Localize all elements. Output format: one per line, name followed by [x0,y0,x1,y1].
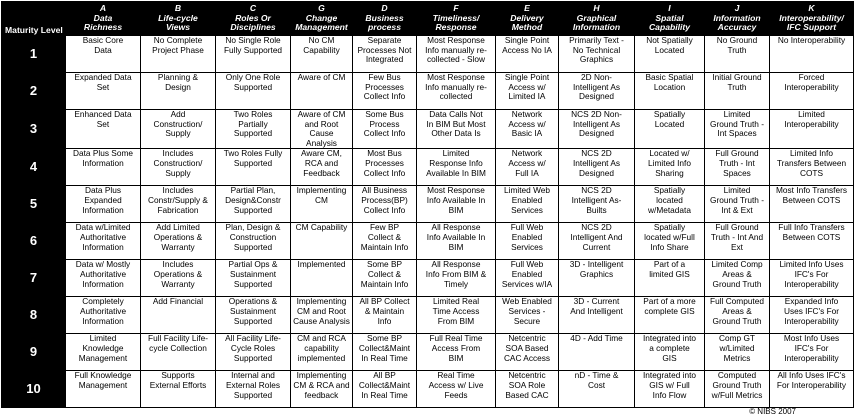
table-cell: Includes Operations & Warranty [141,260,216,297]
table-cell: Spatially located w/Full Info Share [635,223,705,260]
column-header [705,2,770,36]
table-cell: Partial Plan, Design&Constr Supported [216,186,291,223]
table-cell: No Complete Project Phase [141,36,216,73]
table-cell: Forced Interoperability [770,73,854,110]
table-cell: Limited Ground Truth - Int & Ext [705,186,770,223]
column-title: Interoperability/ IFC Support [779,12,844,33]
table-row [2,334,854,371]
table-cell: Limited Comp Areas & Ground Truth [705,260,770,297]
table-cell: Data Plus Some Information [66,149,141,186]
table-cell: All Info Uses IFC's For Interoperability [770,371,854,408]
table-cell: Limited Real Time Access From BIM [417,297,496,334]
table-cell: Comp GT w/Limited Metrics [705,334,770,371]
column-letter: I [668,3,671,14]
table-cell: 3D - Intelligent Graphics [559,260,635,297]
table-cell: Some BP Collect & Maintain Info [353,260,417,297]
table-cell: Add Construction/ Supply [141,110,216,149]
table-cell: Add Financial [141,297,216,334]
table-row [2,36,854,73]
table-cell: nD - Time & Cost [559,371,635,408]
table-cell: All Response Info Available In BIM [417,223,496,260]
table-cell: Netcentric SOA Role Based CAC [496,371,559,408]
table-cell: Data w/Limited Authoritative Information [66,223,141,260]
column-letter: G [318,3,325,14]
table-cell: Includes Constr/Supply & Fabrication [141,186,216,223]
table-cell: Implementing CM [291,186,353,223]
column-header [496,2,559,36]
table-cell: Some Bus Process Collect Info [353,110,417,149]
table-cell: NCS 2D Intelligent And Current [559,223,635,260]
table-cell: Limited Interoperability [770,110,854,149]
table-cell: Aware of CM and Root Cause Analysis [291,110,353,149]
column-letter: H [593,3,600,14]
table-cell: All Business Process(BP) Collect Info [353,186,417,223]
table-cell: Supports External Efforts [141,371,216,408]
table-cell: Full Facility Life- cycle Collection [141,334,216,371]
column-title: Timeliness/ Response [432,12,480,33]
table-cell: Limited Knowledge Management [66,334,141,371]
table-row [2,223,854,260]
table-row [2,260,854,297]
table-row [2,110,854,149]
table-cell: Single Point Access No IA [496,36,559,73]
table-cell: No Ground Truth [705,36,770,73]
table-cell: Full Ground Truth - Int And Ext [705,223,770,260]
table-cell: Few BP Collect & Maintain Info [353,223,417,260]
table-row [2,73,854,110]
column-header [353,2,417,36]
maturity-level-number: 9 [2,334,66,371]
maturity-level-number: 2 [2,73,66,110]
table-cell: Network Access w/ Basic IA [496,110,559,149]
table-cell: Computed Ground Truth w/Full Metrics [705,371,770,408]
table-row [2,297,854,334]
table-cell: Implementing CM and Root Cause Analysis [291,297,353,334]
table-cell: Some BP Collect&Maint In Real Time [353,334,417,371]
table-cell: Network Access w/ Full IA [496,149,559,186]
table-cell: All BP Collect&Maint In Real Time [353,371,417,408]
table-cell: Full Computed Areas & Ground Truth [705,297,770,334]
column-title: Data Richness [83,12,123,33]
table-cell: Part of a more complete GIS [635,297,705,334]
column-title: Roles Or Disciplines [230,12,276,33]
table-cell: Few Bus Processes Collect Info [353,73,417,110]
column-title: Spatial Capability [648,12,691,33]
table-cell: Limited Web Enabled Services [496,186,559,223]
column-header [417,2,496,36]
table-cell: 3D - Current And Intelligent [559,297,635,334]
column-title: Information Accuracy [713,12,761,33]
table-cell: Implemented [291,260,353,297]
table-cell: Full Real Time Access From BIM [417,334,496,371]
table-cell: All Facility Life- Cycle Roles Supported [216,334,291,371]
column-header [141,2,216,36]
table-cell: Full Info Transfers Between COTS [770,223,854,260]
table-cell: Real Time Access w/ Live Feeds [417,371,496,408]
table-cell: Initial Ground Truth [705,73,770,110]
column-title: Change Management [295,12,348,33]
table-cell: Full Knowledge Management [66,371,141,408]
maturity-level-number: 5 [2,186,66,223]
table-cell: Most Bus Processes Collect Info [353,149,417,186]
column-header [559,2,635,36]
column-title: Business process [365,12,404,33]
table-cell: All BP Collect & Maintain Info [353,297,417,334]
table-cell: Partial Ops & Sustainment Supported [216,260,291,297]
table-cell: 4D - Add Time [559,334,635,371]
table-cell: CM and RCA capability implemented [291,334,353,371]
maturity-level-number: 3 [2,110,66,149]
table-cell: Spatially Located [635,110,705,149]
table-cell: Includes Construction/ Supply [141,149,216,186]
table-cell: Add Limited Operations & Warranty [141,223,216,260]
table-cell: No Single Role Fully Supported [216,36,291,73]
table-cell: Most Response Info manually re- collected [417,73,496,110]
table-cell: Netcentric SOA Based CAC Access [496,334,559,371]
table-cell: Located w/ Limited Info Sharing [635,149,705,186]
table-cell: Single Point Access w/ Limited IA [496,73,559,110]
column-letter: J [734,3,740,14]
table-cell: Expanded Info Uses IFC's For Interoperability [770,297,854,334]
table-cell: No Interoperability [770,36,854,73]
table-cell: Aware of CM [291,73,353,110]
table-cell: Full Web Enabled Services w/IA [496,260,559,297]
table-cell: Enhanced Data Set [66,110,141,149]
maturity-level-number: 4 [2,149,66,186]
table-cell: Internal and External Roles Supported [216,371,291,408]
table-cell: 2D Non- Intelligent As Designed [559,73,635,110]
column-letter: K [808,3,815,14]
table-cell: Data w/ Mostly Authoritative Information [66,260,141,297]
column-header [635,2,705,36]
table-cell: Most Response Info Available In BIM [417,186,496,223]
maturity-level-number: 10 [2,371,66,408]
table-cell: Completely Authoritative Information [66,297,141,334]
table-cell: Most Info Transfers Between COTS [770,186,854,223]
table-cell: Basic Core Data [66,36,141,73]
column-header [66,2,141,36]
table-cell: Primarily Text - No Technical Graphics [559,36,635,73]
column-title: Life-cycle Views [158,12,198,33]
column-title: Delivery Method [510,12,544,33]
table-cell: Limited Ground Truth - Int Spaces [705,110,770,149]
table-cell: Part of a limited GIS [635,260,705,297]
table-row [2,186,854,223]
table-cell: Limited Response Info Available In BIM [417,149,496,186]
table-cell: Web Enabled Services - Secure [496,297,559,334]
column-letter: D [381,3,388,14]
table-cell: Full Ground Truth - Int Spaces [705,149,770,186]
table-cell: NCS 2D Non- Intelligent As Designed [559,110,635,149]
table-cell: Separate Processes Not Integrated [353,36,417,73]
column-letter: E [524,3,530,14]
maturity-level-header: Maturity Level [2,2,66,36]
table-cell: All Response Info From BIM & Timely [417,260,496,297]
column-letter: B [174,3,182,14]
maturity-matrix-table [1,1,854,408]
table-cell: Plan, Design & Construction Supported [216,223,291,260]
column-header [291,2,353,36]
table-cell: Data Plus Expanded Information [66,186,141,223]
maturity-level-number: 6 [2,223,66,260]
table-cell: Only One Role Supported [216,73,291,110]
table-row [2,371,854,408]
header-row [2,2,854,36]
table-cell: Implementing CM & RCA and feedback [291,371,353,408]
column-letter: F [453,3,459,14]
table-cell: Full Web Enabled Services [496,223,559,260]
column-title: Graphical Information [572,12,621,33]
table-cell: Limited Info Transfers Between COTS [770,149,854,186]
column-letter: A [99,3,107,14]
table-cell: CM Capability [291,223,353,260]
maturity-level-number: 7 [2,260,66,297]
table-row [2,149,854,186]
maturity-level-number: 8 [2,297,66,334]
maturity-level-number: 1 [2,36,66,73]
table-cell: Not Spatially Located [635,36,705,73]
column-letter: C [249,3,257,14]
table-cell: Aware CM, RCA and Feedback [291,149,353,186]
table-cell: NCS 2D Intelligent As- Builts [559,186,635,223]
column-header [216,2,291,36]
column-header [770,2,854,36]
copyright-credit: © NIBS 2007 [749,407,796,416]
table-cell: Integrated into GIS w/ Full Info Flow [635,371,705,408]
table-cell: No CM Capability [291,36,353,73]
table-cell: Basic Spatial Location [635,73,705,110]
table-cell: Data Calls Not In BIM But Most Other Data Is [417,110,496,149]
table-cell: Two Roles Partially Supported [216,110,291,149]
table-cell: Most Info Uses IFC's For Interoperability [770,334,854,371]
table-cell: Integrated into a complete GIS [635,334,705,371]
table-cell: NCS 2D Intelligent As Designed [559,149,635,186]
table-cell: Limited Info Uses IFC's For Interoperability [770,260,854,297]
table-cell: Planning & Design [141,73,216,110]
table-cell: Spatially located w/Metadata [635,186,705,223]
table-cell: Expanded Data Set [66,73,141,110]
table-cell: Two Roles Fully Supported [216,149,291,186]
table-cell: Operations & Sustainment Supported [216,297,291,334]
table-cell: Most Response Info manually re- collected - Slow [417,36,496,73]
